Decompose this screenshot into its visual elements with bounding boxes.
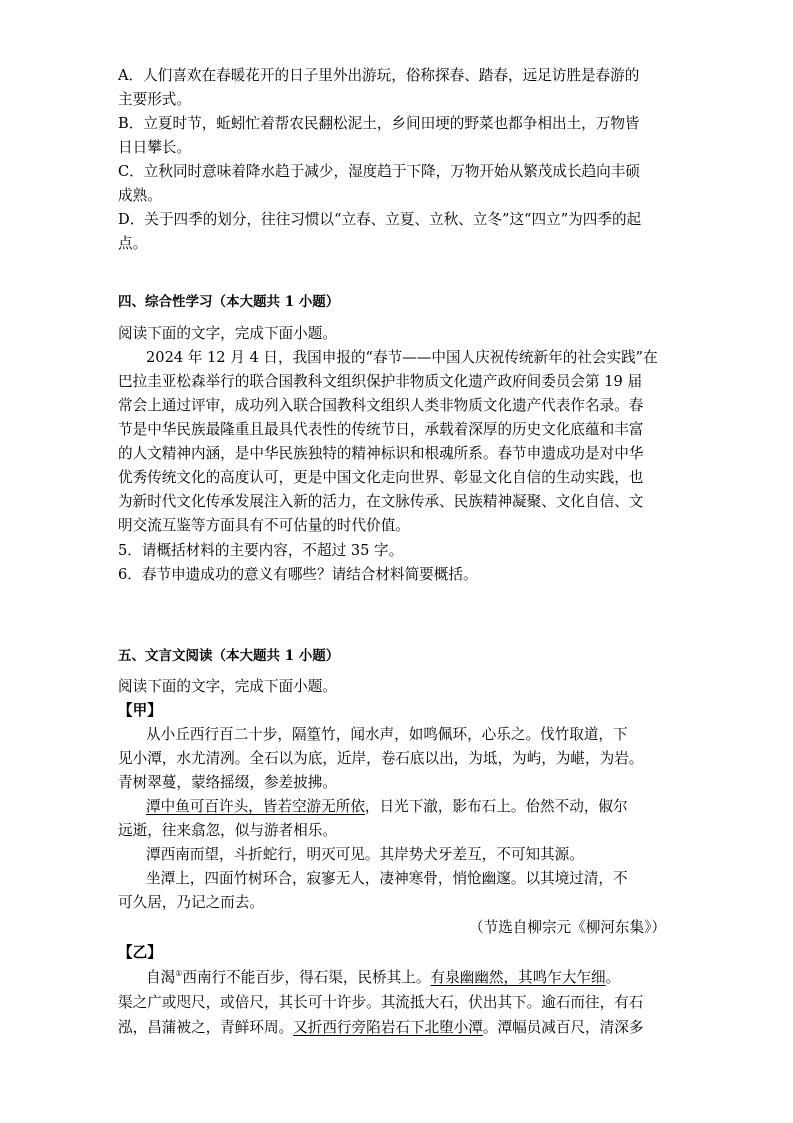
option-b-line-1: B．立夏时节，蚯蚓忙着帮农民翻松泥土，乡间田埂的野菜也都争相出土，万物皆 [118,115,640,132]
jia-p2-line-1 [146,797,706,817]
jia-p2-line-2: 远逝，往来翕忽，似与游者相乐。 [118,822,337,839]
jia-p4-line: 坐潭上，四面竹树环合，寂寥无人，凄神寒骨，悄怆幽邃。以其境过清，不 [146,870,628,887]
yi-line-2: 渠之广或咫尺，或倍尺，其长可十许步。其流抵大石，伏出其下。逾石而往，有石 [118,994,644,1011]
jia-p2-rest: ，日光下澈，影布石上。佁然不动，俶尔 [364,798,628,815]
yi-line-3 [118,1018,678,1038]
yi-text: 自渴 [146,969,176,986]
question-5: 5．请概括材料的主要内容，不超过 35 字。 [118,542,404,559]
underlined-sentence: 有泉幽幽然，其鸣乍大乍细 [430,969,606,986]
passage-line: 2024 年 12 月 4 日，我国申报的“春节——中国人庆祝传统新年的社会实践”在 [146,349,658,366]
jia-label: 【甲】 [118,702,162,719]
underlined-sentence: 潭中鱼可百许头，皆若空游无所依 [146,798,365,815]
jia-source: （节选自柳宗元《柳河东集》） [468,919,666,936]
jia-p1-line: 青树翠蔓，蒙络摇缀，参差披拂。 [118,774,337,791]
jia-p3: 潭西南而望，斗折蛇行，明灭可见。其岸势犬牙差互，不可知其源。 [146,846,584,863]
section-4-heading: 四、综合性学习（本大题共 1 小题） [118,294,340,310]
passage-line: 优秀传统文化的高度认可，更是中国文化走向世界、彰显文化自信的生动实践，也 [118,469,644,486]
option-d-line-2: 点。 [118,235,148,252]
yi-label: 【乙】 [118,944,162,961]
passage-line: 的人文精神内涵，是中华民族独特的精神标识和根魂所系。春节申遗成功是对中华 [118,445,644,462]
underlined-sentence: 又折西行旁陷岩石下北堕小潭 [293,1019,483,1036]
passage-line: 巴拉圭亚松森举行的联合国教科文组织保护非物质文化遗产政府间委员会第 19 届 [118,373,643,390]
section-5-heading: 五、文言文阅读（本大题共 1 小题） [118,648,340,664]
option-a-line-1: A．人们喜欢在春暖花开的日子里外出游玩，俗称探春、踏春，远足访胜是春游的 [118,67,640,84]
section-5-intro: 阅读下面的文字，完成下面小题。 [118,678,337,695]
option-c-line-2: 成熟。 [118,187,162,204]
yi-text: 。 [605,969,621,986]
option-a-line-2: 主要形式。 [118,91,191,108]
jia-p4-line: 可久居，乃记之而去。 [118,894,264,911]
jia-p1-line: 见小潭，水尤清冽。全石以为底，近岸，卷石底以出，为坻，为屿，为嵁，为岩。 [118,750,644,767]
jia-p1-line: 从小丘西行百二十步，隔篁竹，闻水声，如鸣佩环，心乐之。伐竹取道，下 [146,726,628,743]
footnote-marker: ① [175,969,183,979]
passage-line: 节是中华民族最隆重且最具代表性的传统节日，承载着深厚的历史文化底蕴和丰富 [118,421,644,438]
yi-text: 泓，昌蒲被之，青鲜环周。 [118,1019,294,1036]
passage-line: 为新时代文化传承发展注入新的活力，在文脉传承、民族精神凝聚、文化自信、文 [118,493,644,510]
option-d-line-1: D．关于四季的划分，往往习惯以“立春、立夏、立秋、立冬”这“四立”为四季的起 [118,211,642,228]
section-4-intro: 阅读下面的文字，完成下面小题。 [118,325,337,342]
yi-text: 西南行不能百步，得石渠，民桥其上。 [182,969,431,986]
yi-line-1 [146,968,706,988]
passage-line: 明交流互鉴等方面具有不可估量的时代价值。 [118,517,410,534]
yi-text: 。潭幅员减百尺，清深多 [482,1019,644,1036]
option-b-line-2: 日日攀长。 [118,139,191,156]
question-6: 6．春节申遗成功的意义有哪些？请结合材料简要概括。 [118,566,478,583]
passage-line: 常会上通过评审，成功列入联合国教科文组织人类非物质文化遗产代表作名录。春 [118,397,644,414]
option-c-line-1: C．立秋同时意味着降水趋于减少，湿度趋于下降，万物开始从繁茂成长趋向丰硕 [118,163,640,180]
